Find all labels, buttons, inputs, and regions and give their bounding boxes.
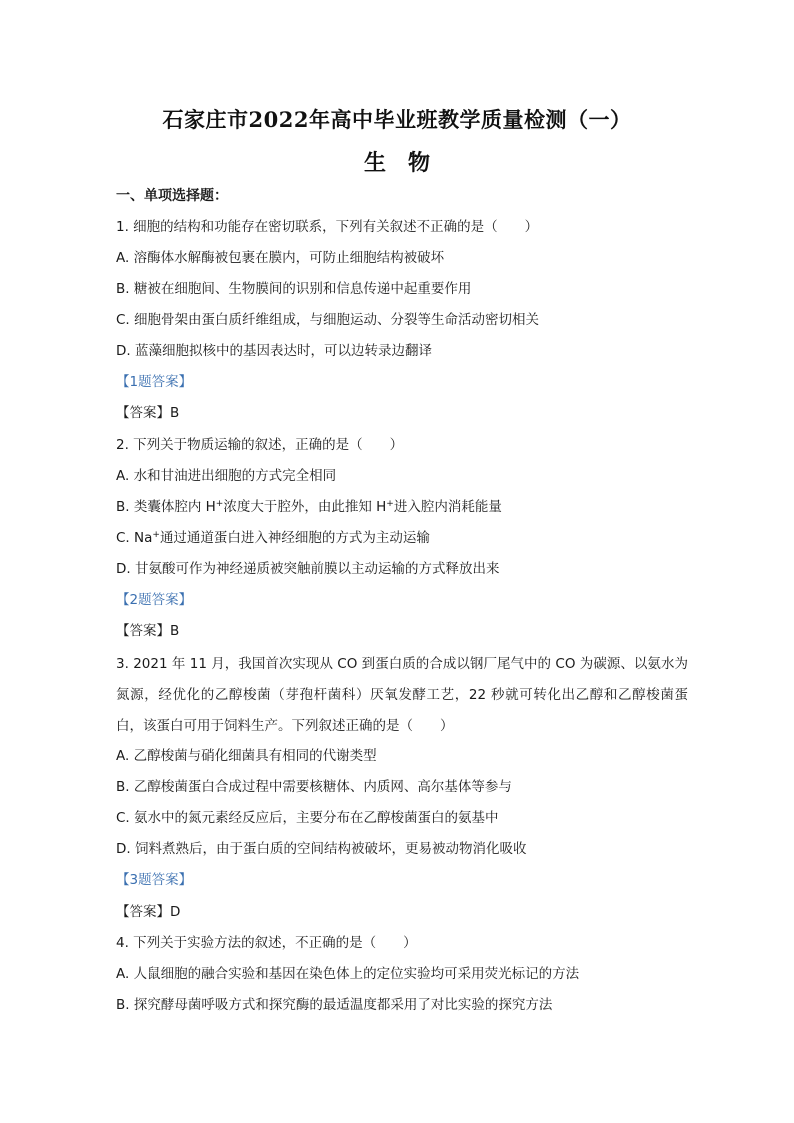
question-1-option-a: A. 溶酶体水解酶被包裹在膜内，可防止细胞结构被破坏 [116, 250, 445, 266]
question-4-option-a: A. 人鼠细胞的融合实验和基因在染色体上的定位实验均可采用荧光标记的方法 [116, 966, 580, 982]
question-4-stem: 4. 下列关于实验方法的叙述，不正确的是（ ） [116, 935, 417, 951]
question-2-option-c [116, 528, 696, 548]
option-b-part-3: 进入腔内消耗能量 [393, 499, 502, 515]
question-3-option-c: C. 氨水中的氮元素经反应后，主要分布在乙醇梭菌蛋白的氨基中 [116, 810, 499, 826]
option-c-part-1: C. Na [116, 530, 153, 546]
question-4-option-b: B. 探究酵母菌呼吸方式和探究酶的最适温度都采用了对比实验的探究方法 [116, 997, 553, 1013]
question-3-option-a: A. 乙醇梭菌与硝化细菌具有相同的代谢类型 [116, 748, 377, 764]
section-heading: 一、单项选择题： [116, 188, 228, 204]
superscript-plus: + [215, 499, 224, 509]
superscript-plus: + [152, 530, 160, 540]
option-b-part-2: 浓度大于腔外，由此推知 H [223, 499, 387, 515]
question-1-answer-tag: 【1题答案】 [116, 374, 193, 390]
question-2-answer-tag: 【2题答案】 [116, 592, 193, 608]
superscript-plus: + [386, 499, 394, 509]
question-3-option-d: D. 饲料煮熟后，由于蛋白质的空间结构被破坏，更易被动物消化吸收 [116, 841, 527, 857]
subject-title: 生物 [363, 150, 452, 176]
question-2-option-b [116, 497, 696, 517]
question-3-answer: 【答案】D [116, 904, 181, 920]
question-1-option-c: C. 细胞骨架由蛋白质纤维组成，与细胞运动、分裂等生命活动密切相关 [116, 312, 540, 328]
option-c-part-2: 通过通道蛋白进入神经细胞的方式为主动运输 [159, 530, 430, 546]
question-2-option-a: A. 水和甘油进出细胞的方式完全相同 [116, 468, 337, 484]
question-1-option-b: B. 糖被在细胞间、生物膜间的识别和信息传递中起重要作用 [116, 281, 472, 297]
question-1-option-d: D. 蓝藻细胞拟核中的基因表达时，可以边转录边翻译 [116, 343, 432, 359]
question-2-option-d: D. 甘氨酸可作为神经递质被突触前膜以主动运输的方式释放出来 [116, 561, 500, 577]
question-2-answer: 【答案】B [116, 623, 180, 639]
question-1-answer: 【答案】B [116, 405, 180, 421]
question-3-answer-tag: 【3题答案】 [116, 872, 193, 888]
question-3-option-b: B. 乙醇梭菌蛋白合成过程中需要核糖体、内质网、高尔基体等参与 [116, 779, 512, 795]
option-b-part-1: B. 类囊体腔内 H [116, 499, 216, 515]
question-1-stem: 1. 细胞的结构和功能存在密切联系，下列有关叙述不正确的是（ ） [116, 219, 539, 235]
exam-title: 石家庄市2022年高中毕业班教学质量检测（一） [162, 107, 632, 132]
question-3-stem: 3. 2021 年 11 月，我国首次实现从 CO 到蛋白质的合成以钢厂尾气中的 CO 为碳源、以氨水为氮源，经优化的乙醇梭菌（芽孢杆菌科）厌氧发酵工艺，22 秒就可转化出乙醇和乙醇梭菌蛋白，该蛋白可用于饲料生产。下列叙述正确的是（ ） [116, 656, 688, 734]
question-2-stem: 2. 下列关于物质运输的叙述，正确的是（ ） [116, 437, 404, 453]
